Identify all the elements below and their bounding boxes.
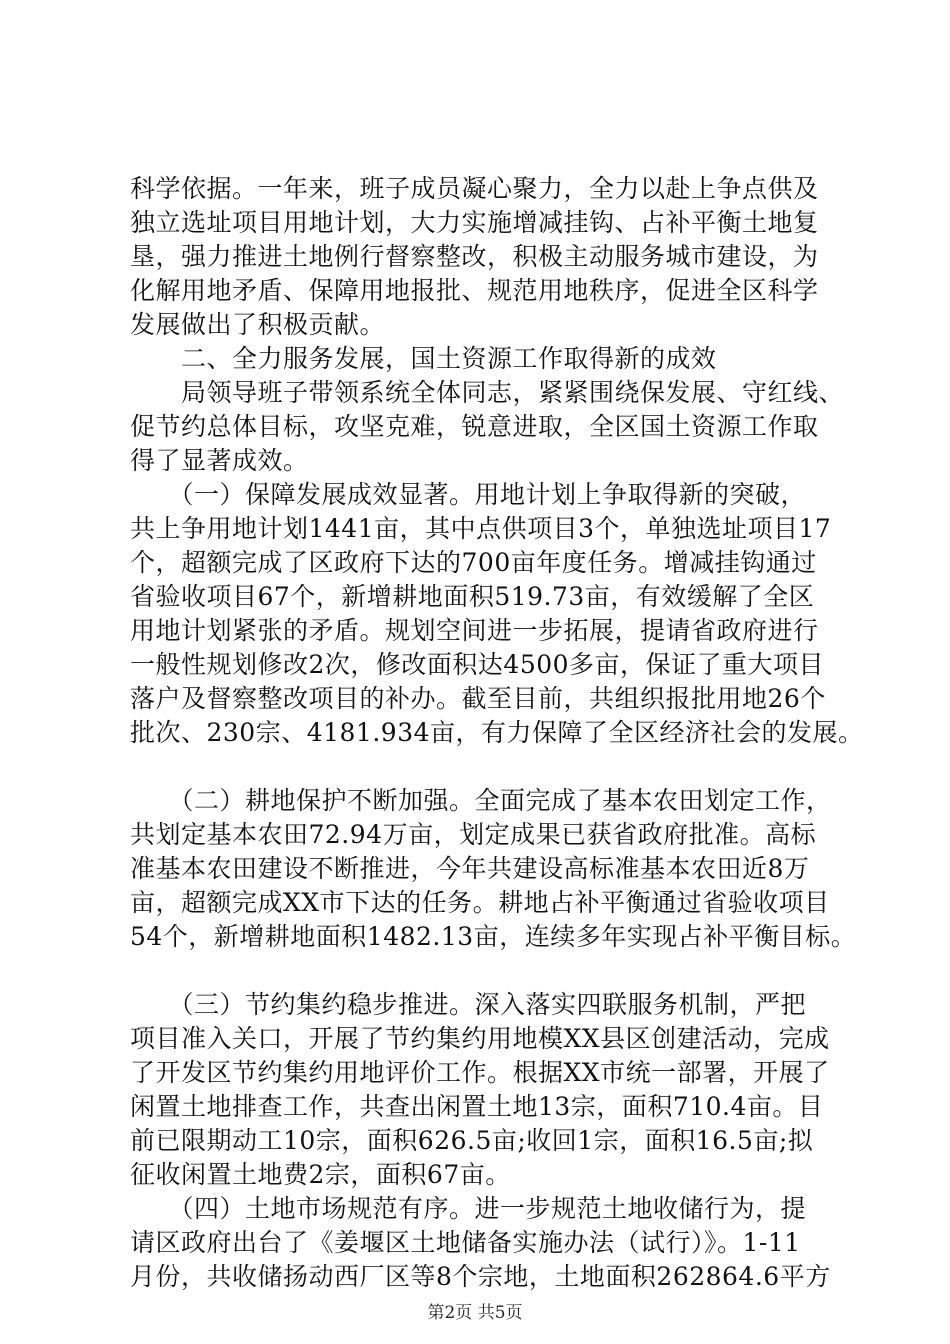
text-line: （一）保障发展成效显著。用地计划上争取得新的突破， xyxy=(130,480,807,509)
text-line: 个，超额完成了区政府下达的700亩年度任务。增减挂钩通过 xyxy=(130,548,817,577)
paragraph-gap xyxy=(130,954,850,988)
text-line: 共划定基本农田72.94万亩，划定成果已获省政府批准。高标 xyxy=(130,820,817,849)
text-line: 请区政府出台了《姜堰区土地储备实施办法（试行）》。1-11 xyxy=(130,1228,801,1257)
text-line: 项目准入关口，开展了节约集约用地模XX县区创建活动，完成 xyxy=(130,1024,830,1053)
text-line: 落户及督察整改项目的补办。截至目前，共组织报批用地26个 xyxy=(130,684,826,713)
text-line: （四）土地市场规范有序。进一步规范土地收储行为，提 xyxy=(130,1194,807,1223)
text-line: 化解用地矛盾、保障用地报批、规范用地秩序，促进全区科学 xyxy=(130,276,819,305)
text-line: 得了显著成效。 xyxy=(130,446,309,475)
text-line: 促节约总体目标，攻坚克难，锐意进取，全区国土资源工作取 xyxy=(130,412,819,441)
text-line: 征收闲置土地费2宗，面积67亩。 xyxy=(130,1160,511,1189)
body-text xyxy=(130,172,864,1294)
text-line: 前已限期动工10宗，面积626.5亩;收回1宗，面积16.5亩;拟 xyxy=(130,1126,814,1155)
paragraph-gap xyxy=(130,750,850,784)
text-line: 月份，共收储扬动西厂区等8个宗地，土地面积262864.6平方 xyxy=(130,1262,831,1291)
text-line: 亩，超额完成XX市下达的任务。耕地占补平衡通过省验收项目 xyxy=(130,888,830,917)
text-line: 科学依据。一年来，班子成员凝心聚力，全力以赴上争点供及 xyxy=(130,174,819,203)
text-line: （二）耕地保护不断加强。全面完成了基本农田划定工作， xyxy=(130,786,832,815)
text-line: 垦，强力推进土地例行督察整改，积极主动服务城市建设，为 xyxy=(130,242,819,271)
text-line: 54个，新增耕地面积1482.13亩，连续多年实现占补平衡目标。 xyxy=(130,922,857,951)
text-line: 局领导班子带领系统全体同志，紧紧围绕保发展、守红线、 xyxy=(130,378,845,407)
text-line: 一般性规划修改2次，修改面积达4500多亩，保证了重大项目 xyxy=(130,650,825,679)
text-line: 批次、230宗、4181.934亩，有力保障了全区经济社会的发展。 xyxy=(130,718,864,747)
text-line: 闲置土地排查工作，共查出闲置土地13宗，面积710.4亩。目 xyxy=(130,1092,824,1121)
section-heading: 二、全力服务发展，国土资源工作取得新的成效 xyxy=(130,344,717,373)
page-number-footer: 第2页 共5页 xyxy=(427,1303,523,1323)
text-line: 省验收项目67个，新增耕地面积519.73亩，有效缓解了全区 xyxy=(130,582,815,611)
text-line: 共上争用地计划1441亩，其中点供项目3个，单独选址项目17 xyxy=(130,514,832,543)
text-line: 准基本农田建设不断推进，今年共建设高标准基本农田近8万 xyxy=(130,854,810,883)
text-line: 用地计划紧张的矛盾。规划空间进一步拓展，提请省政府进行 xyxy=(130,616,819,645)
text-line: 了开发区节约集约用地评价工作。根据XX市统一部署，开展了 xyxy=(130,1058,830,1087)
text-line: 发展做出了积极贡献。 xyxy=(130,310,386,339)
text-line: （三）节约集约稳步推进。深入落实四联服务机制，严把 xyxy=(130,990,807,1019)
text-line: 独立选址项目用地计划，大力实施增减挂钩、占补平衡土地复 xyxy=(130,208,819,237)
